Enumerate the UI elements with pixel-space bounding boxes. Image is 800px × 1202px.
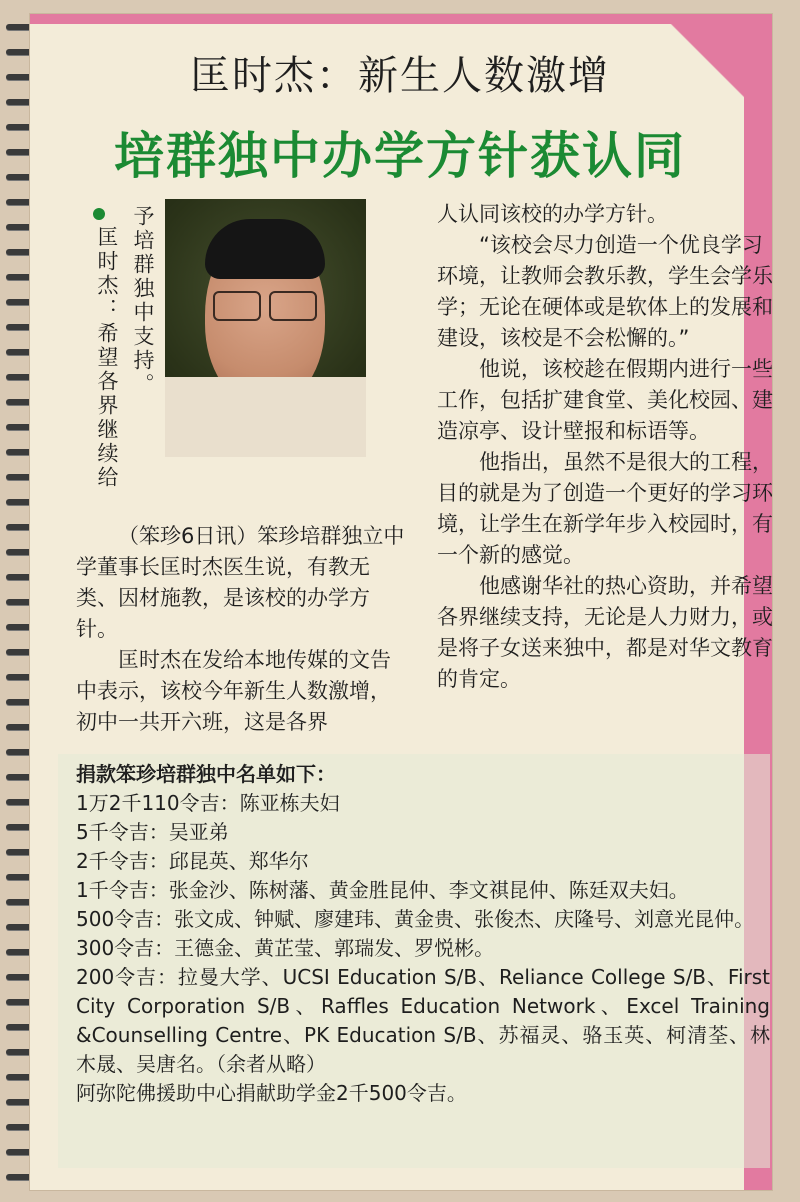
donor-list [76,760,770,1108]
paragraph: 他说，该校趁在假期内进行一些工作，包括扩建食堂、美化校园、建造凉亭、设计壁报和标语等。 [437,357,773,443]
green-bullet-icon [93,208,105,220]
donor-list-heading: 捐款笨珍培群独中名单如下： [76,762,336,786]
donor-entry: 300令吉：王德金、黄芷莹、郭瑞发、罗悦彬。 [76,936,495,960]
donor-entry: 1万2千110令吉：陈亚栋夫妇 [76,791,340,815]
donor-entry: 1千令吉：张金沙、陈树藩、黄金胜昆仲、李文祺昆仲、陈廷双夫妇。 [76,878,689,902]
donor-entry: 5千令吉：吴亚弟 [76,820,229,844]
paragraph: （笨珍6日讯）笨珍培群独立中学董事长匡时杰医生说，有教无类、因材施教，是该校的办学方针。 [76,524,405,641]
headline-main: 匡时杰：新生人数激增 [190,53,610,99]
portrait-photo [165,199,366,457]
article-column-left [76,521,411,738]
pink-border-top [30,14,772,24]
donor-entry: 500令吉：张文成、钟赋、廖建玮、黄金贵、张俊杰、庆隆号、刘意光昆仲。 [76,907,755,931]
portrait-glasses [213,291,317,319]
paragraph: 人认同该校的办学方针。 [437,202,668,226]
article-column-right [437,199,773,695]
photo-caption-line-1: 匡时杰：希望各界继续给 [95,226,119,490]
photo-caption-line-2: 予培群独中支持。 [131,205,155,397]
donor-entry: 200令吉：拉曼大学、UCSI Education S/B、Reliance College S/B、First City Corporation S/B、Raffles Education Network、Excel Training &Counselling Centre、PK Education S/B、苏福灵、骆玉英、柯清荃、林木晟、吴唐名。（余者从略） [76,965,770,1076]
donor-entry: 阿弥陀佛援助中心捐献助学金2千500令吉。 [76,1081,467,1105]
paragraph: 他感谢华社的热心资助，并希望各界继续支持，无论是人力财力，或是将子女送来独中，都是对华文教育的肯定。 [437,574,773,691]
donor-entry: 2千令吉：邱昆英、郑华尔 [76,849,309,873]
headline-sub: 培群独中办学方针获认同 [114,127,686,185]
portrait-hair [205,219,325,279]
paragraph: 匡时杰在发给本地传媒的文告中表示，该校今年新生人数激增，初中一共开六班，这是各界 [76,648,391,734]
paragraph: “该校会尽力创造一个优良学习环境，让教师会教乐教，学生会学乐学；无论在硬体或是软体上的发展和建设，该校是不会松懈的。” [437,233,773,350]
portrait-shirt [165,377,366,457]
paragraph: 他指出，虽然不是很大的工程，目的就是为了创造一个更好的学习环境，让学生在新学年步入校园时，有一个新的感觉。 [437,450,773,567]
